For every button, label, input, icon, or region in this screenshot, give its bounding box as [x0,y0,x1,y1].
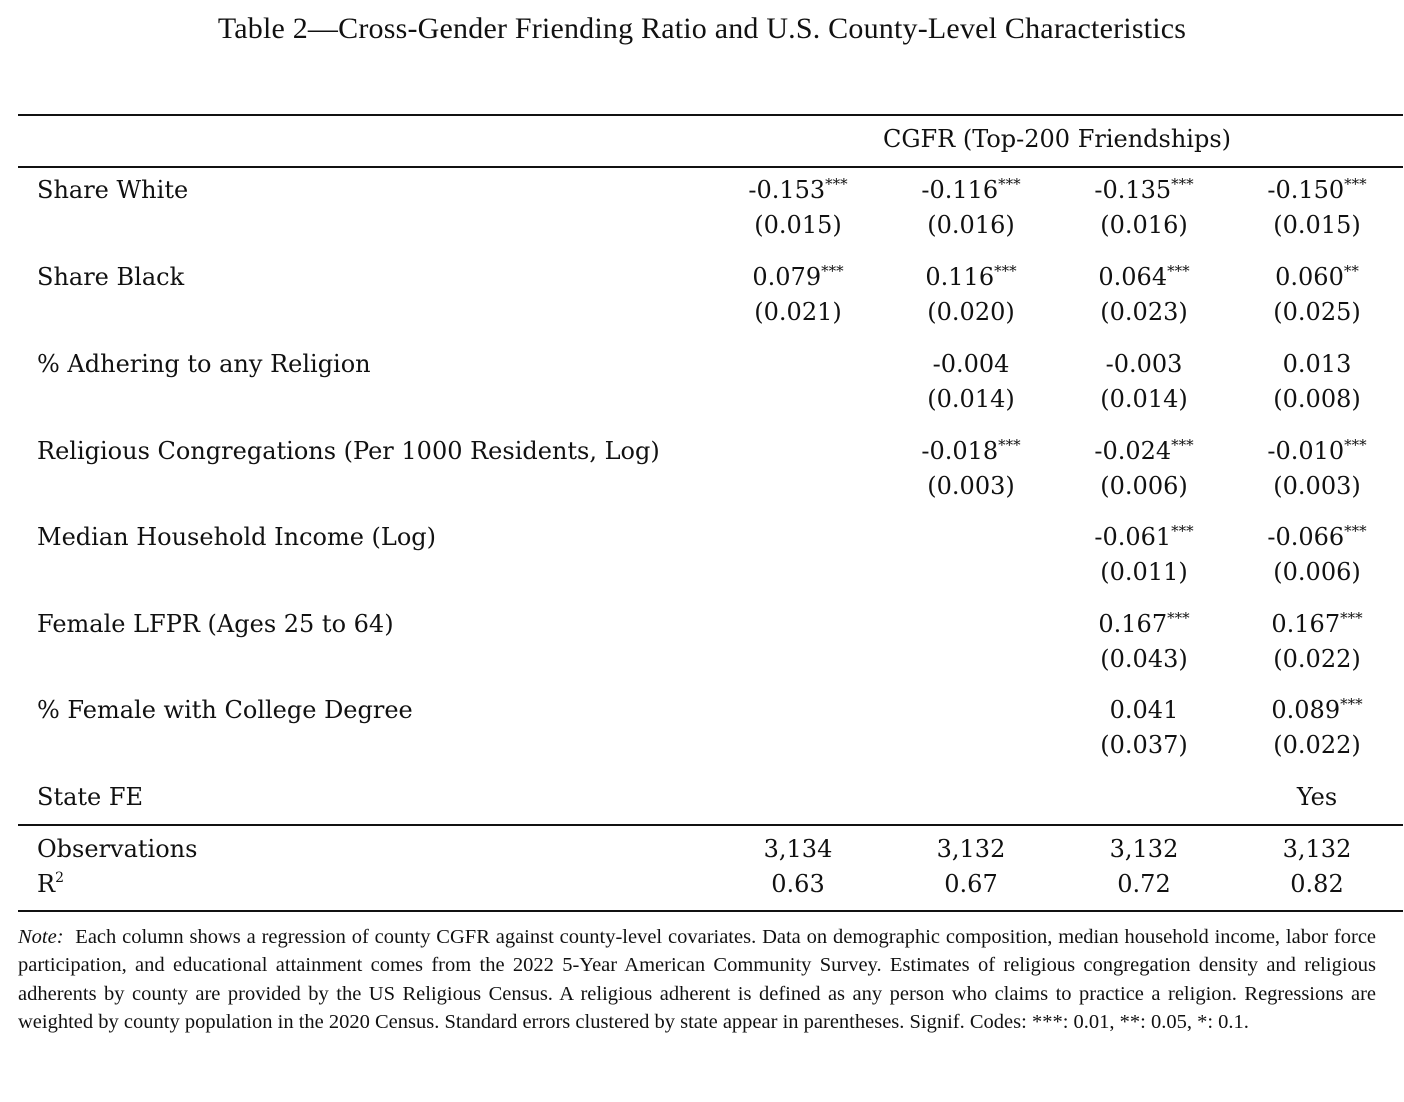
observations-cell: 3,132 [1109,835,1179,863]
coef-cell: 0.041 [1109,696,1179,724]
note-text: Each column shows a regression of county CGFR against county-level covariates. Data on demographic composition, median household income, labor force participation, and educational attainment comes from the 2022 5-Year American Community Survey. Estimates of religious congregation density and religious adherents by county are provided by the US Religious Census. A religious adherent is defined as any person who claims to practice a religion. Regressions are weighted by county population in the 2020 Census. Standard errors clustered by state appear in parentheses. Signif. Codes: ***: 0.01, **: 0.05, *: 0.1. [18,926,1377,1034]
r-squared-cell: 0.67 [944,870,998,898]
r-squared-cell: 0.82 [1290,870,1344,898]
se-cell: (0.003) [1273,472,1361,500]
se-cell: (0.006) [1273,558,1361,586]
se-cell: (0.015) [1273,211,1361,239]
top-rule [18,114,1403,116]
row-label-female-lfpr: Female LFPR (Ages 25 to 64) [37,610,394,638]
table-title: Table 2—Cross-Gender Friending Ratio and U.S. County-Level Characteristics [217,12,1187,45]
se-cell: (0.008) [1273,385,1361,413]
se-cell: (0.011) [1100,558,1188,586]
row-label-religious-congregations: Religious Congregations (Per 1000 Residents, Log) [37,437,660,465]
se-cell: (0.014) [927,385,1015,413]
observations-cell: 3,132 [1282,835,1352,863]
coef-cell: -0.066*** [1267,522,1367,551]
se-cell: (0.043) [1100,645,1188,673]
column-group-header: CGFR (Top-200 Friendships) [882,125,1232,153]
observations-cell: 3,132 [936,835,1006,863]
header-rule [18,166,1403,168]
coef-cell: 0.064*** [1098,262,1190,291]
se-cell: (0.037) [1100,731,1188,759]
r-squared-cell: 0.72 [1117,870,1171,898]
coef-cell: -0.061*** [1094,522,1194,551]
coef-cell: 0.167*** [1271,609,1363,638]
se-cell: (0.016) [1100,211,1188,239]
coef-cell: -0.135*** [1094,175,1194,204]
coef-cell: 0.089*** [1271,695,1363,724]
se-cell: (0.014) [1100,385,1188,413]
coef-cell: -0.004 [932,350,1010,378]
row-label-state-fe: State FE [37,783,144,811]
se-cell: (0.003) [927,472,1015,500]
observations-cell: 3,134 [763,835,833,863]
row-label-median-income: Median Household Income (Log) [37,523,437,551]
stats-rule [18,824,1403,826]
coef-cell: 0.079*** [752,262,844,291]
coef-cell: 0.013 [1282,350,1352,378]
coef-cell: -0.003 [1105,350,1183,378]
r-squared-cell: 0.63 [771,870,825,898]
se-cell: (0.021) [754,298,842,326]
coef-cell: -0.116*** [921,175,1021,204]
se-cell: (0.025) [1273,298,1361,326]
row-label-share-black: Share Black [37,263,185,291]
coef-cell: -0.010*** [1267,436,1367,465]
coef-cell: 0.060** [1275,262,1359,291]
coef-cell: 0.116*** [925,262,1017,291]
row-label-observations: Observations [37,835,198,863]
bottom-rule [18,910,1403,912]
coef-cell: 0.167*** [1098,609,1190,638]
se-cell: (0.020) [927,298,1015,326]
state-fe-cell: Yes [1296,783,1338,811]
coef-cell: -0.018*** [921,436,1021,465]
se-cell: (0.022) [1273,645,1361,673]
row-label-share-white: Share White [37,176,189,204]
row-label-r-squared: $R^2$ [37,870,64,898]
note-lead: Note: [18,926,64,948]
se-cell: (0.006) [1100,472,1188,500]
table-note [18,923,1376,1037]
se-cell: (0.015) [754,211,842,239]
coef-cell: -0.153*** [748,175,848,204]
se-cell: (0.023) [1100,298,1188,326]
coef-cell: -0.150*** [1267,175,1367,204]
coef-cell: -0.024*** [1094,436,1194,465]
se-cell: (0.016) [927,211,1015,239]
se-cell: (0.022) [1273,731,1361,759]
row-label-religion-adherence: % Adhering to any Religion [37,350,371,378]
row-label-female-college: % Female with College Degree [37,696,413,724]
